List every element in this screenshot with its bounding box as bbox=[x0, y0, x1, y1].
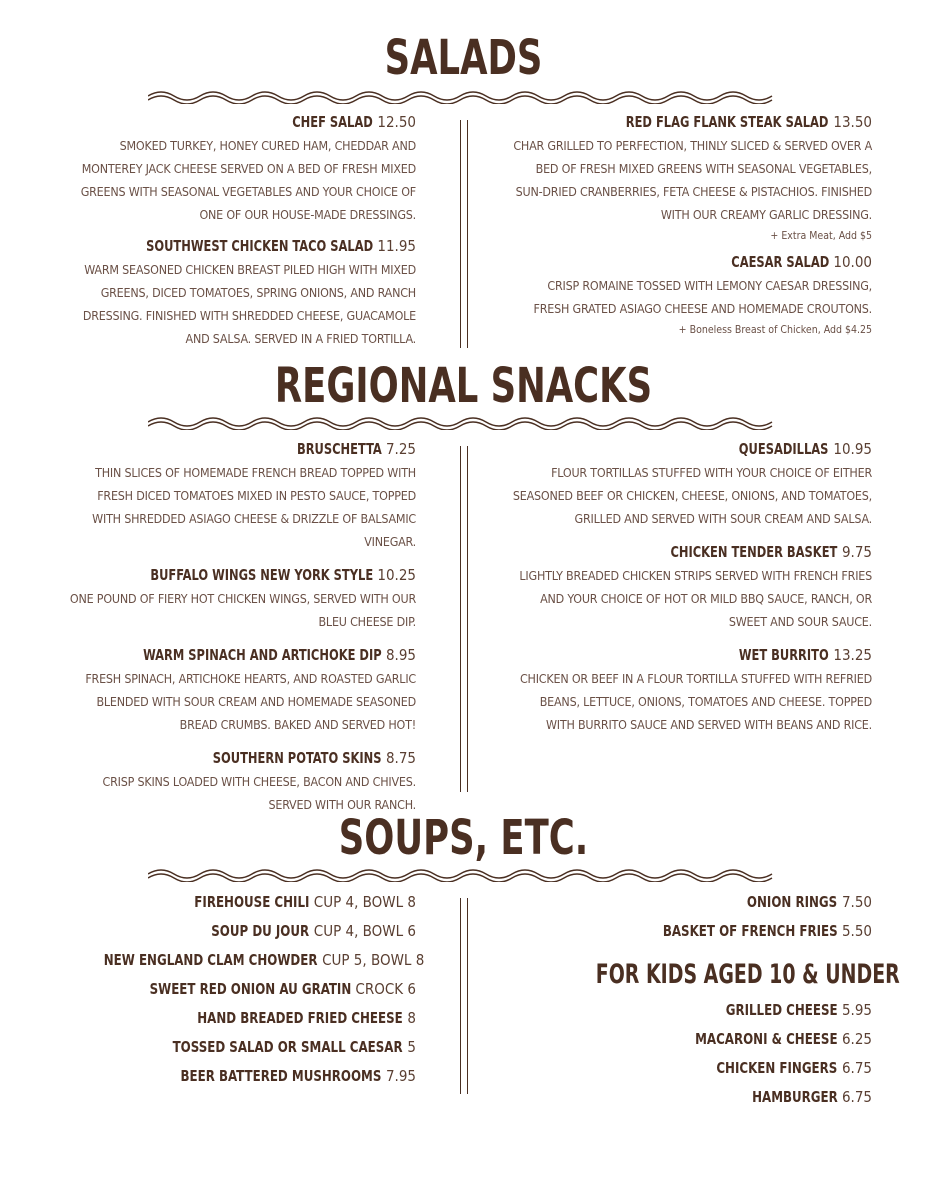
menu-item bbox=[66, 974, 416, 1003]
menu-item bbox=[510, 439, 872, 530]
menu-item bbox=[510, 252, 872, 340]
menu-item bbox=[510, 887, 872, 916]
item-price: 11.95 bbox=[377, 237, 416, 255]
item-description: WARM SEASONED CHICKEN BREAST PILED HIGH WITH MIXED GREENS, DICED TOMATOES, SPRING ONIONS, AND RANCH DRESSING. FINISHED WITH SHREDDED CHEESE, GUACAMOLE AND SALSA. SERVED IN A FRIED TORTILLA. bbox=[82, 262, 416, 346]
soups-left-column bbox=[66, 887, 425, 1090]
item-description: CRISP ROMAINE TOSSED WITH LEMONY CAESAR DRESSING, FRESH GRATED ASIAGO CHEESE AND HOMEMADE CROUTONS. bbox=[533, 278, 872, 316]
item-name: RED FLAG FLANK STEAK SALAD bbox=[626, 113, 829, 131]
menu-item bbox=[66, 645, 416, 736]
salads-left-column bbox=[66, 112, 416, 350]
item-description: FRESH SPINACH, ARTICHOKE HEARTS, AND ROASTED GARLIC BLENDED WITH SOUR CREAM AND HOMEMADE SEASONED BREAD CRUMBS. BAKED AND SERVED HOT! bbox=[85, 671, 416, 732]
menu-item bbox=[66, 748, 416, 816]
item-price: 8.75 bbox=[385, 749, 416, 767]
item-description: CHAR GRILLED TO PERFECTION, THINLY SLICED & SERVED OVER A BED OF FRESH MIXED GREENS WITH SEASONAL VEGETABLES, SUN-DRIED CRANBERRIES, FETA CHEESE & PISTACHIOS. FINISHED WITH OUR CREAMY GARLIC DRESSING. bbox=[513, 138, 872, 222]
item-addon: + Extra Meat, Add $5 bbox=[770, 230, 872, 242]
item-price: CUP 5, BOWL 8 bbox=[322, 951, 425, 969]
item-price: 10.95 bbox=[833, 440, 872, 458]
item-name: ONION RINGS bbox=[747, 893, 838, 911]
item-name: SOUTHWEST CHICKEN TACO SALAD bbox=[145, 237, 373, 255]
item-description: FLOUR TORTILLAS STUFFED WITH YOUR CHOICE OF EITHER SEASONED BEEF OR CHICKEN, CHEESE, ONIONS, AND TOMATOES, GRILLED AND SERVED WITH SOUR CREAM AND SALSA. bbox=[512, 465, 872, 526]
column-divider bbox=[460, 446, 468, 792]
item-price: 13.50 bbox=[833, 113, 872, 131]
item-name: FIREHOUSE CHILI bbox=[194, 893, 310, 911]
item-description: CHICKEN OR BEEF IN A FLOUR TORTILLA STUFFED WITH REFRIED BEANS, LETTUCE, ONIONS, TOMATOES AND CHEESE. TOPPED WITH BURRITO SAUCE AND SERVED WITH BEANS AND RICE. bbox=[519, 671, 872, 732]
item-price: 5.50 bbox=[841, 922, 872, 940]
item-name: CHICKEN FINGERS bbox=[716, 1059, 838, 1077]
menu-item bbox=[510, 542, 872, 633]
soups-right-column bbox=[510, 887, 900, 1111]
item-price: 5.95 bbox=[841, 1001, 872, 1019]
wave-divider bbox=[148, 414, 776, 430]
item-addon: + Boneless Breast of Chicken, Add $4.25 bbox=[678, 324, 872, 336]
item-description: SMOKED TURKEY, HONEY CURED HAM, CHEDDAR AND MONTEREY JACK CHEESE SERVED ON A BED OF FRESH MIXED GREENS WITH SEASONAL VEGETABLES AND YOUR CHOICE OF ONE OF OUR HOUSE-MADE DRESSINGS. bbox=[80, 138, 416, 222]
item-price: 9.75 bbox=[841, 543, 872, 561]
item-price: 7.95 bbox=[385, 1067, 416, 1085]
item-name: GRILLED CHEESE bbox=[725, 1001, 838, 1019]
column-divider bbox=[460, 120, 468, 348]
salads-right-column bbox=[510, 112, 872, 340]
item-price: 13.25 bbox=[833, 646, 872, 664]
menu-item bbox=[66, 439, 416, 553]
item-name: BASKET OF FRENCH FRIES bbox=[662, 922, 838, 940]
item-name: MACARONI & CHEESE bbox=[694, 1030, 838, 1048]
kids-section-title: FOR KIDS AGED 10 & UNDER bbox=[595, 959, 900, 990]
menu-item bbox=[66, 1032, 416, 1061]
item-price: 7.50 bbox=[841, 893, 872, 911]
item-name: QUESADILLAS bbox=[739, 440, 829, 458]
section-title-soups: SOUPS, ETC. bbox=[338, 810, 589, 866]
menu-item bbox=[66, 887, 416, 916]
menu-item bbox=[510, 1082, 872, 1111]
snacks-right-column bbox=[510, 439, 872, 736]
section-title-regional-snacks: REGIONAL SNACKS bbox=[274, 358, 653, 414]
menu-item bbox=[510, 1024, 872, 1053]
item-name: TOSSED SALAD OR SMALL CAESAR bbox=[172, 1038, 403, 1056]
item-name: CHEF SALAD bbox=[292, 113, 373, 131]
menu-item bbox=[510, 112, 872, 246]
menu-item bbox=[510, 995, 872, 1024]
item-price: CUP 4, BOWL 6 bbox=[313, 922, 416, 940]
item-name: BRUSCHETTA bbox=[296, 440, 382, 458]
menu-item bbox=[66, 916, 416, 945]
item-name: WET BURRITO bbox=[738, 646, 829, 664]
menu-item bbox=[66, 945, 425, 974]
menu-item bbox=[66, 112, 416, 226]
item-name: SOUTHERN POTATO SKINS bbox=[212, 749, 382, 767]
item-price: 12.50 bbox=[377, 113, 416, 131]
menu-item bbox=[66, 1061, 416, 1090]
item-price: 6.25 bbox=[841, 1030, 872, 1048]
item-name: BEER BATTERED MUSHROOMS bbox=[180, 1067, 382, 1085]
item-name: NEW ENGLAND CLAM CHOWDER bbox=[103, 951, 318, 969]
item-description: ONE POUND OF FIERY HOT CHICKEN WINGS, SERVED WITH OUR BLEU CHEESE DIP. bbox=[69, 591, 416, 629]
item-name: SOUP DU JOUR bbox=[211, 922, 310, 940]
item-price: 8 bbox=[407, 1009, 416, 1027]
menu-item bbox=[510, 645, 872, 736]
item-price: CROCK 6 bbox=[355, 980, 416, 998]
menu-item bbox=[510, 1053, 872, 1082]
item-price: CUP 4, BOWL 8 bbox=[313, 893, 416, 911]
menu-item bbox=[66, 1003, 416, 1032]
column-divider bbox=[460, 898, 468, 1094]
item-description: THIN SLICES OF HOMEMADE FRENCH BREAD TOPPED WITH FRESH DICED TOMATOES MIXED IN PESTO SAUCE, TOPPED WITH SHREDDED ASIAGO CHEESE & DRIZZLE OF BALSAMIC VINEGAR. bbox=[92, 465, 416, 549]
item-name: WARM SPINACH AND ARTICHOKE DIP bbox=[142, 646, 382, 664]
menu-item bbox=[66, 236, 416, 350]
item-price: 8.95 bbox=[385, 646, 416, 664]
item-name: CHICKEN TENDER BASKET bbox=[670, 543, 838, 561]
item-name: HAMBURGER bbox=[751, 1088, 838, 1106]
item-price: 6.75 bbox=[841, 1059, 872, 1077]
snacks-left-column bbox=[66, 439, 416, 816]
item-name: CAESAR SALAD bbox=[730, 253, 829, 271]
item-price: 10.00 bbox=[833, 253, 872, 271]
item-description: CRISP SKINS LOADED WITH CHEESE, BACON AND CHIVES. SERVED WITH OUR RANCH. bbox=[102, 774, 416, 812]
item-price: 7.25 bbox=[385, 440, 416, 458]
menu-item bbox=[66, 565, 416, 633]
item-name: BUFFALO WINGS NEW YORK STYLE bbox=[149, 566, 373, 584]
item-name: HAND BREADED FRIED CHEESE bbox=[197, 1009, 403, 1027]
item-price: 5 bbox=[407, 1038, 416, 1056]
wave-divider bbox=[148, 88, 776, 104]
item-name: SWEET RED ONION AU GRATIN bbox=[149, 980, 351, 998]
wave-divider bbox=[148, 866, 776, 882]
item-description: LIGHTLY BREADED CHICKEN STRIPS SERVED WITH FRENCH FRIES AND YOUR CHOICE OF HOT OR MILD BBQ SAUCE, RANCH, OR SWEET AND SOUR SAUCE. bbox=[519, 568, 872, 629]
item-price: 6.75 bbox=[841, 1088, 872, 1106]
section-title-salads: SALADS bbox=[384, 30, 543, 86]
menu-item bbox=[510, 916, 872, 945]
item-price: 10.25 bbox=[377, 566, 416, 584]
